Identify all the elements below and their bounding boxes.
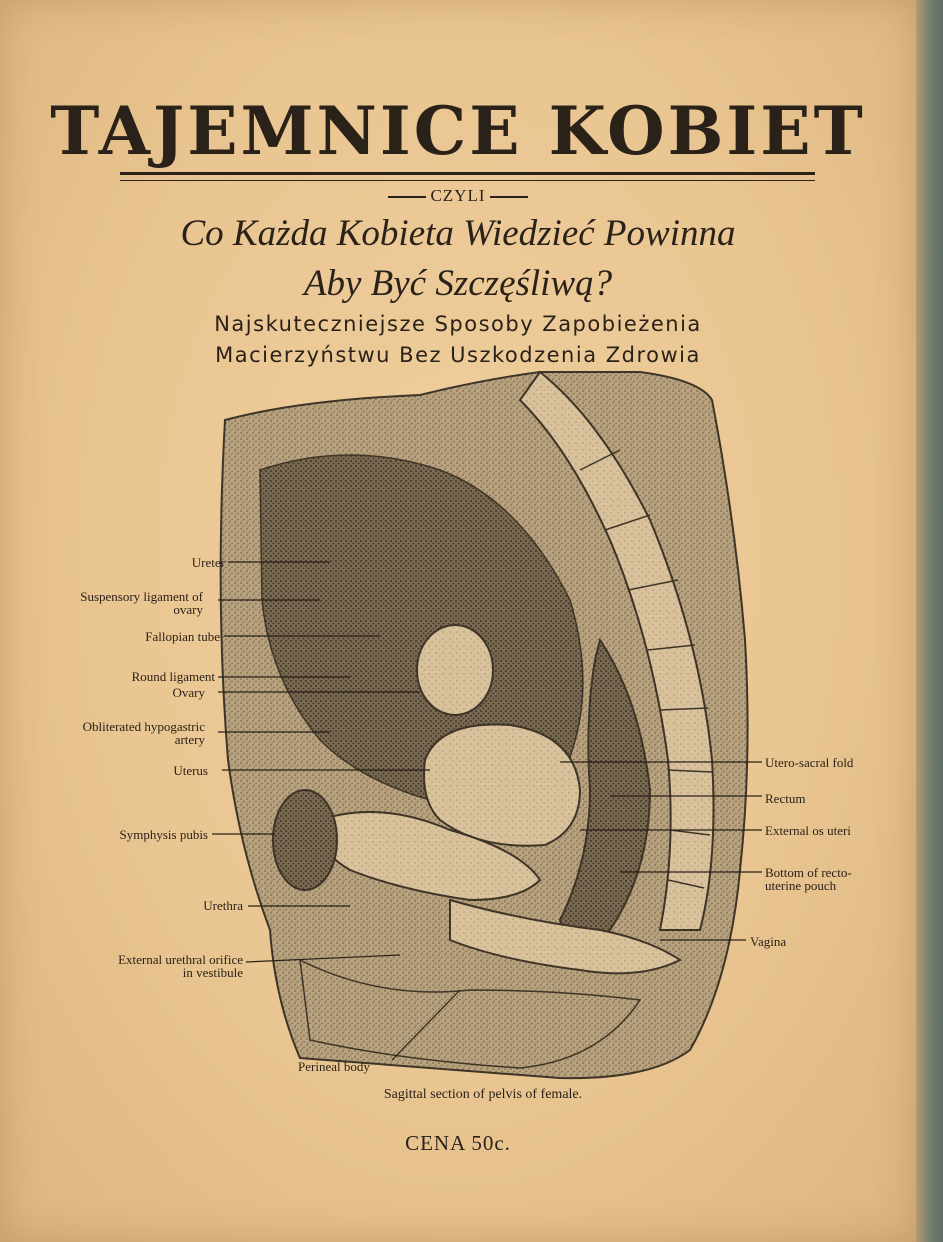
figure-caption: Sagittal section of pelvis of female. [383, 1087, 583, 1102]
page-edge [916, 0, 943, 1242]
cover-title: TAJEMNICE KOBIET [50, 92, 866, 170]
label-suspensory-ligament: Suspensory ligament of ovary [80, 589, 203, 617]
label-rectum: Rectum [765, 791, 806, 806]
symphysis [273, 790, 337, 890]
description-line-1: Najskuteczniejsze Sposoby Zapobieżenia [214, 312, 702, 336]
subtitle-line-1: Co Każda Kobieta Wiedzieć Powinna [180, 213, 736, 254]
label-perineal-body: Perineal body [298, 1059, 370, 1074]
label-external-urethral-orifice: External urethral orifice in vestibule [118, 952, 243, 980]
label-urethra: Urethra [203, 898, 243, 913]
label-vagina: Vagina [750, 934, 787, 949]
subtitle-line-2: Aby Być Szczęśliwą? [303, 263, 613, 304]
label-uterus: Uterus [173, 763, 208, 778]
label-fallopian-tube: Fallopian tube [145, 629, 220, 644]
label-symphysis-pubis: Symphysis pubis [119, 827, 208, 842]
label-obliterated-artery: Obliterated hypogastric artery [82, 719, 205, 747]
label-utero-sacral-fold: Utero-sacral fold [765, 755, 854, 770]
label-recto-uterine-pouch: Bottom of recto-uterine pouch [765, 865, 852, 893]
label-external-os-uteri: External os uteri [765, 823, 851, 838]
label-round-ligament: Round ligament [131, 669, 215, 684]
label-ureter: Ureter [191, 555, 225, 570]
price-label: CENA 50c. [405, 1131, 511, 1155]
ovary [417, 625, 493, 715]
description-line-2: Macierzyństwu Bez Uszkodzenia Zdrowia [215, 343, 701, 367]
label-ovary: Ovary [172, 685, 205, 700]
connector-text: CZYLI [430, 186, 486, 205]
